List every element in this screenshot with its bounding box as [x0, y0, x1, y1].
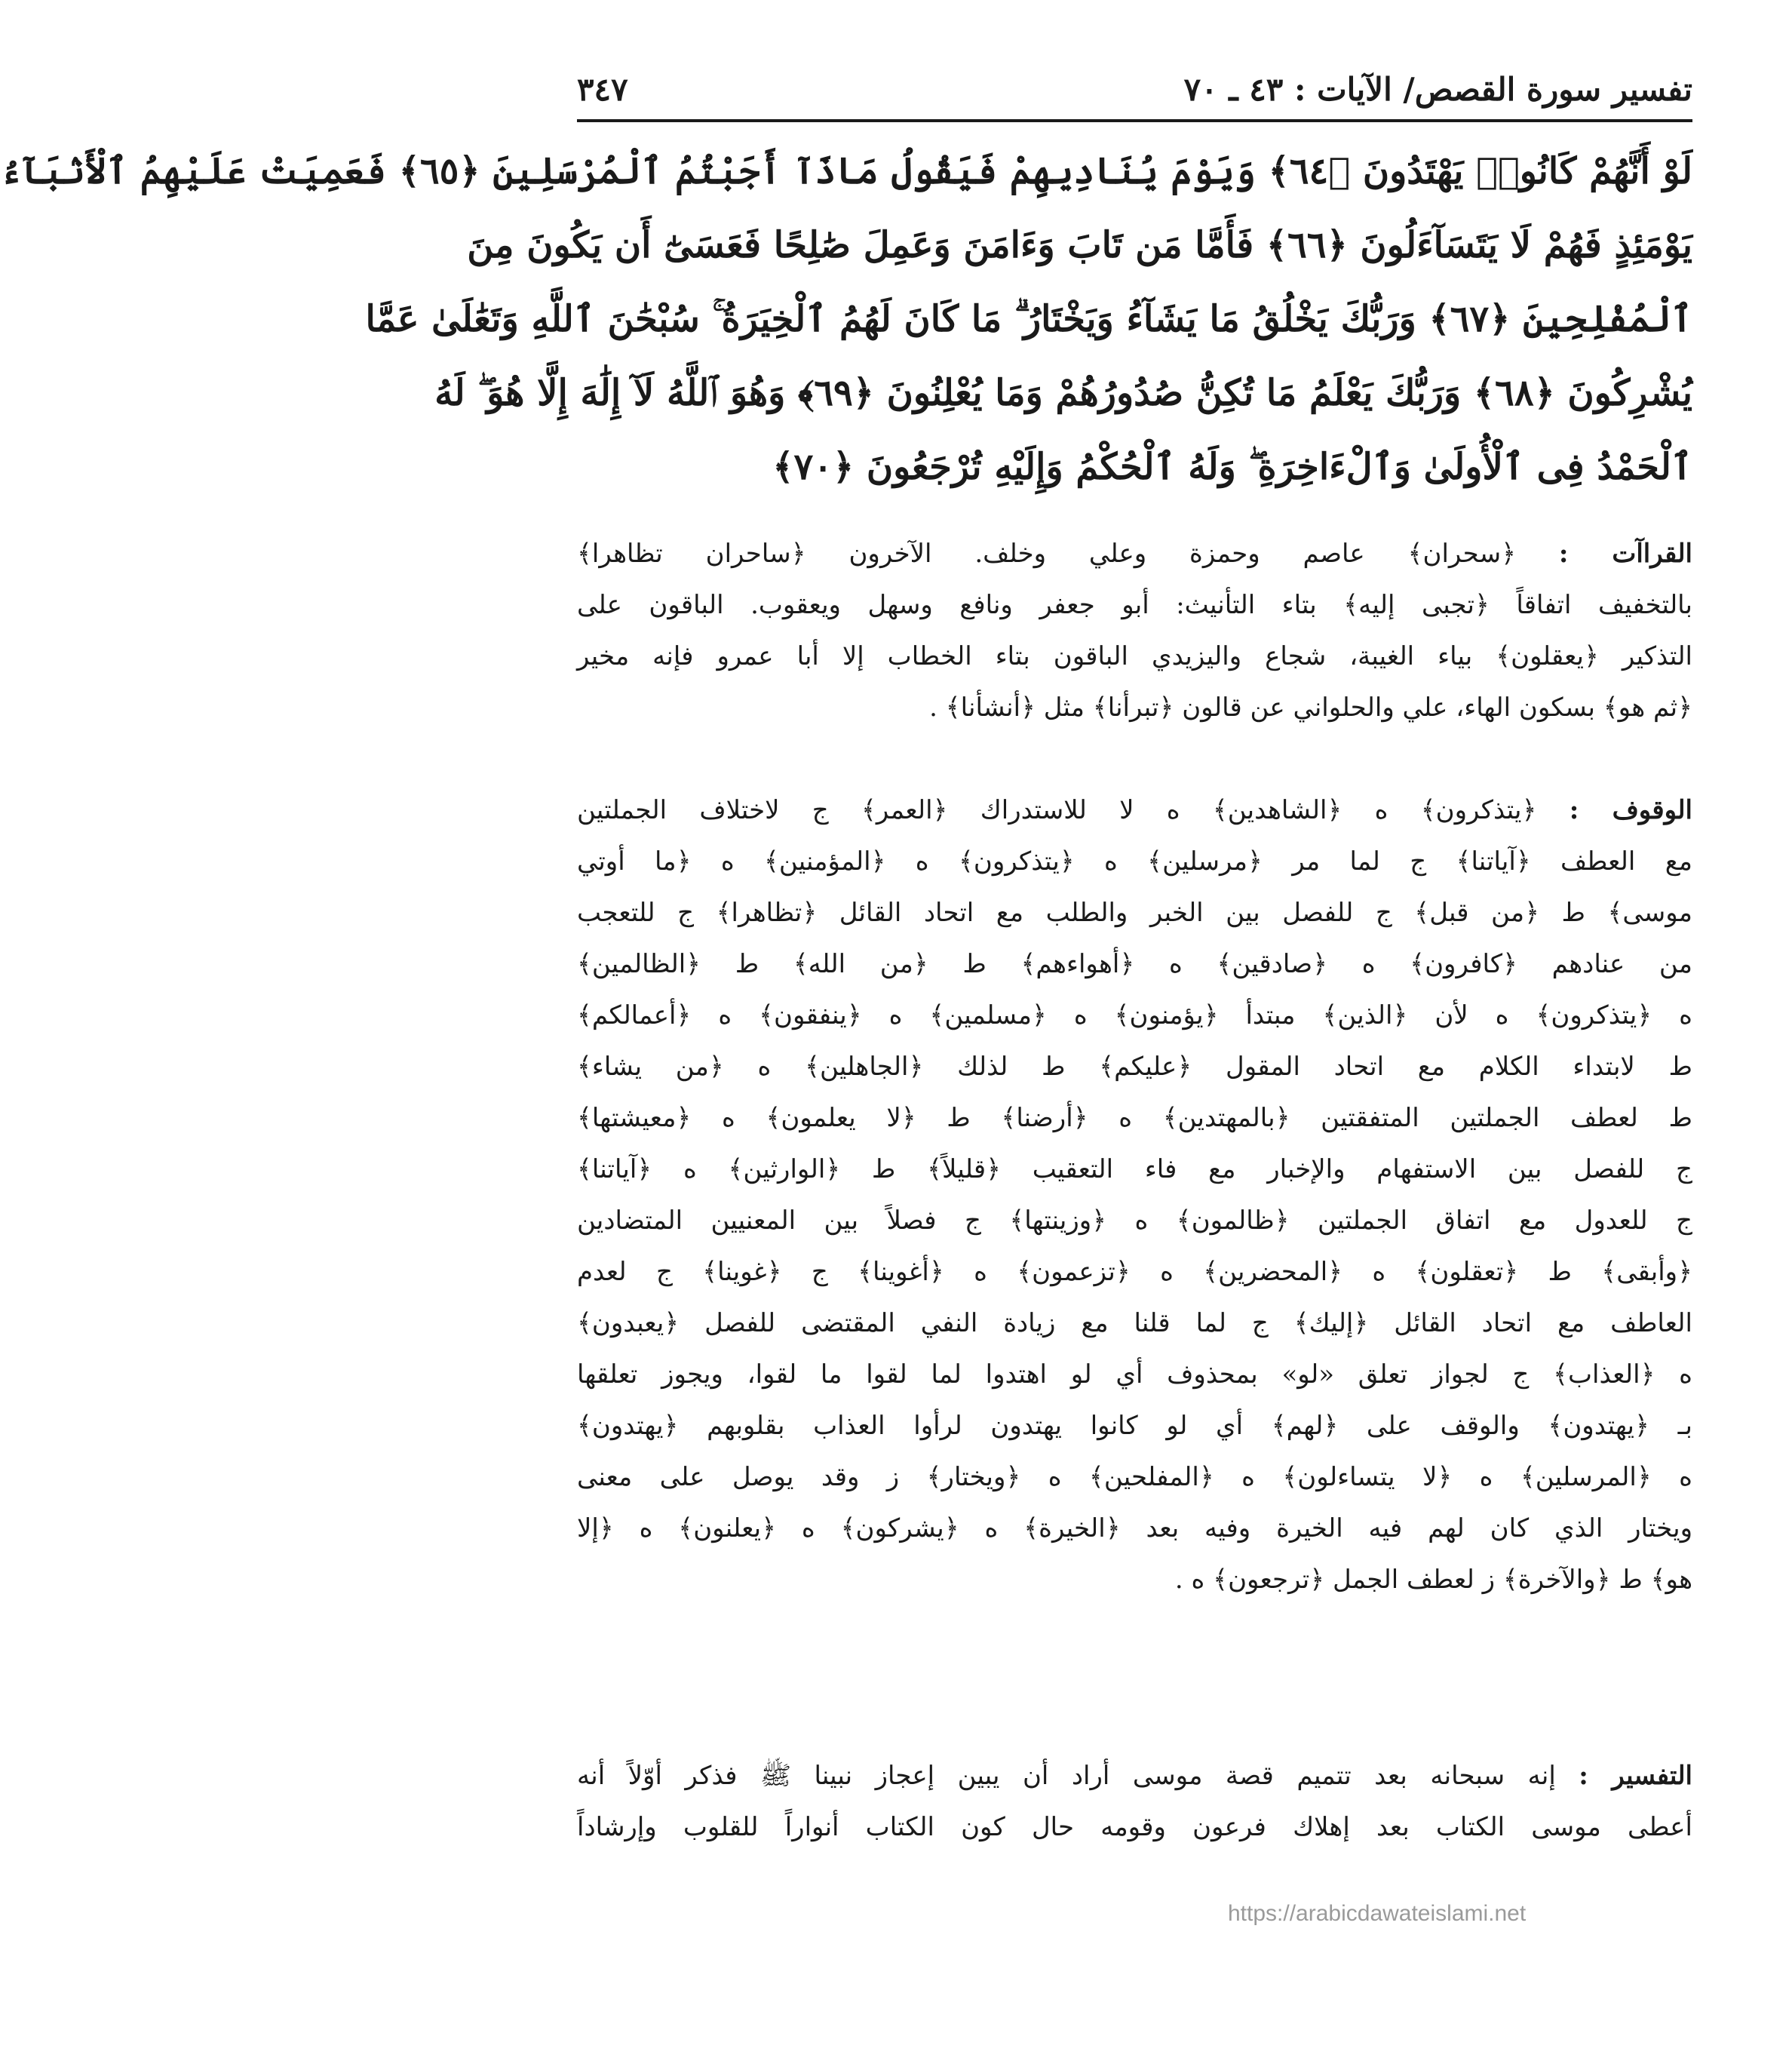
section-label: القراآت :: [1558, 539, 1692, 569]
paragraph-line: مع العطف ﴿آياتنا﴾ ج لما مر ﴿مرسلين﴾ ه ﴿يتذكرون﴾ ه ﴿المؤمنين﴾ ه ﴿ما أوتي: [577, 846, 1692, 877]
line-text: ﴿يتذكرون﴾ ه ﴿الشاهدين﴾ ه لا للاستدراك ﴿العمر﴾ ج لاختلاف الجملتين: [577, 795, 1537, 825]
paragraph-line: ج للعدول مع اتفاق الجملتين ﴿ظالمون﴾ ه ﴿وزينتها﴾ ج فصلاً بين المعنيين المتضادين: [577, 1205, 1692, 1236]
paragraph-line: بالتخفيف اتفاقاً ﴿تجبى إليه﴾ بتاء التأنيث: أبو جعفر ونافع وسهل ويعقوب. الباقون على: [577, 590, 1692, 620]
wuquf-section: [577, 785, 1692, 1605]
qiraat-section: [577, 528, 1692, 733]
paragraph-line: [577, 785, 1692, 836]
paragraph-line: ط لعطف الجملتين المتفقتين ﴿بالمهتدين﴾ ه ﴿أرضنا﴾ ط ﴿لا يعلمون﴾ ه ﴿معيشتها﴾: [577, 1103, 1692, 1133]
quran-line: ٱلْمُفْلِحِينَ ﴿٦٧﴾ وَرَبُّكَ يَخْلُقُ مَا يَشَآءُ وَيَخْتَارُ ۗ مَا كَانَ لَهُمُ ٱلْخِيَرَةُ ۚ سُبْحَٰنَ ٱللَّهِ وَتَعَٰلَىٰ عَمَّا: [365, 298, 1692, 340]
page-header: [577, 66, 1692, 122]
quran-line: يُشْرِكُونَ ﴿٦٨﴾ وَرَبُّكَ يَعْلَمُ مَا تُكِنُّ صُدُورُهُمْ وَمَا يُعْلِنُونَ ﴿٦٩﴾ وَهُوَ ٱللَّهُ لَآ إِلَٰهَ إِلَّا هُوَ ۖ لَهُ: [434, 372, 1692, 414]
paragraph-line: بـ ﴿يهتدون﴾ والوقف على ﴿لهم﴾ أي لو كانوا يهتدون لرأوا العذاب بقلوبهم ﴿يهتدون﴾: [577, 1411, 1692, 1441]
paragraph-line: ط لابتداء الكلام مع اتحاد المقول ﴿عليكم﴾ ط لذلك ﴿الجاهلين﴾ ه ﴿من يشاء﴾: [577, 1052, 1692, 1082]
quran-line: ٱلْحَمْدُ فِى ٱلْأُولَىٰ وَٱلْءَاخِرَةِ ۖ وَلَهُ ٱلْحُكْمُ وَإِلَيْهِ تُرْجَعُونَ ﴿٧٠﴾: [772, 446, 1692, 488]
paragraph-line: ه ﴿العذاب﴾ ج لجواز تعلق «لو» بمحذوف أي لو اهتدوا لما لقوا ما لقوا، ويجوز تعلقها: [577, 1359, 1692, 1390]
paragraph-line: ويختار الذي كان لهم فيه الخيرة وفيه بعد ﴿الخيرة﴾ ه ﴿يشركون﴾ ه ﴿يعلنون﴾ ه ﴿إلا: [577, 1513, 1692, 1543]
paragraph-line: أعطى موسى الكتاب بعد إهلاك فرعون وقومه حال كون الكتاب أنواراً للقلوب وإرشاداً: [577, 1812, 1692, 1842]
paragraph-line: ج للفصل بين الاستفهام والإخبار مع فاء التعقيب ﴿قليلاً﴾ ط ﴿الوارثين﴾ ه ﴿آياتنا﴾: [577, 1154, 1692, 1184]
paragraph-line: ﴿وأبقى﴾ ط ﴿تعقلون﴾ ه ﴿المحضرين﴾ ه ﴿تزعمون﴾ ه ﴿أغوينا﴾ ج ﴿غوينا﴾ ج لعدم: [577, 1257, 1692, 1287]
paragraph-line: هو﴾ ط ﴿والآخرة﴾ ز لعطف الجمل ﴿ترجعون﴾ ه .: [1174, 1565, 1692, 1595]
page-number: ٣٤٧: [577, 71, 628, 108]
paragraph-line: ه ﴿يتذكرون﴾ ه لأن ﴿الذين﴾ مبتدأ ﴿يؤمنون﴾ ه ﴿مسلمين﴾ ه ﴿ينفقون﴾ ه ﴿أعمالكم﴾: [577, 1000, 1692, 1030]
paragraph-line: التذكير ﴿يعقلون﴾ بياء الغيبة، شجاع واليزيدي الباقون بتاء الخطاب إلا أبا عمرو فإنه مخير: [577, 641, 1692, 671]
quran-line: يَوْمَئِذٍ فَهُمْ لَا يَتَسَآءَلُونَ ﴿٦٦﴾ فَأَمَّا مَن تَابَ وَءَامَنَ وَعَمِلَ صَٰلِحًا فَعَسَىٰٓ أَن يَكُونَ مِنَ: [467, 224, 1692, 266]
paragraph-line: [577, 528, 1692, 579]
paragraph-line: [577, 1750, 1692, 1801]
section-label: التفسير :: [1579, 1761, 1692, 1791]
line-text: ﴿سحران﴾ عاصم وحمزة وعلي وخلف. الآخرون ﴿ساحران تظاهرا﴾: [577, 539, 1517, 569]
section-label: الوقوف :: [1569, 795, 1692, 825]
paragraph-line: من عنادهم ﴿كافرون﴾ ه ﴿صادقين﴾ ه ﴿أهواءهم﴾ ط ﴿من الله﴾ ط ﴿الظالمين﴾: [577, 949, 1692, 979]
paragraph-line: ه ﴿المرسلين﴾ ه ﴿لا يتساءلون﴾ ه ﴿المفلحين﴾ ه ﴿ويختار﴾ ز وقد يوصل على معنى: [577, 1462, 1692, 1492]
quran-line: لَوْ أَنَّهُمْ كَانُوا۟ يَهْتَدُونَ ﴿٦٤﴾ وَيَوْمَ يُنَادِيهِمْ فَيَقُولُ مَاذَآ أَجَبْتُمُ ٱلْمُرْسَلِينَ ﴿٦٥﴾ فَعَمِيَتْ عَلَيْهِمُ ٱلْأَنۢبَآءُ: [0, 150, 1692, 192]
line-text: إنه سبحانه بعد تتميم قصة موسى أراد أن يبين إعجاز نبينا ﷺ فذكر أوّلاً أنه: [577, 1761, 1556, 1791]
tafsir-section: [577, 1750, 1692, 1853]
watermark-url: https://arabicdawateislami.net: [1228, 1901, 1527, 1926]
quran-verses-block: [0, 134, 1692, 504]
running-title: تفسير سورة القصص/ الآيات : ٤٣ ـ ٧٠: [1183, 71, 1692, 108]
paragraph-line: ﴿ثم هو﴾ بسكون الهاء، علي والحلواني عن قالون ﴿تبرأنا﴾ مثل ﴿أنشأنا﴾ .: [929, 693, 1692, 723]
paragraph-line: موسى﴾ ط ﴿من قبل﴾ ج للفصل بين الخبر والطلب مع اتحاد القائل ﴿تظاهرا﴾ ج للتعجب: [577, 898, 1692, 928]
paragraph-line: العاطف مع اتحاد القائل ﴿إليك﴾ ج لما قلنا مع زيادة النفي المقتضى للفصل ﴿يعبدون﴾: [577, 1308, 1692, 1338]
